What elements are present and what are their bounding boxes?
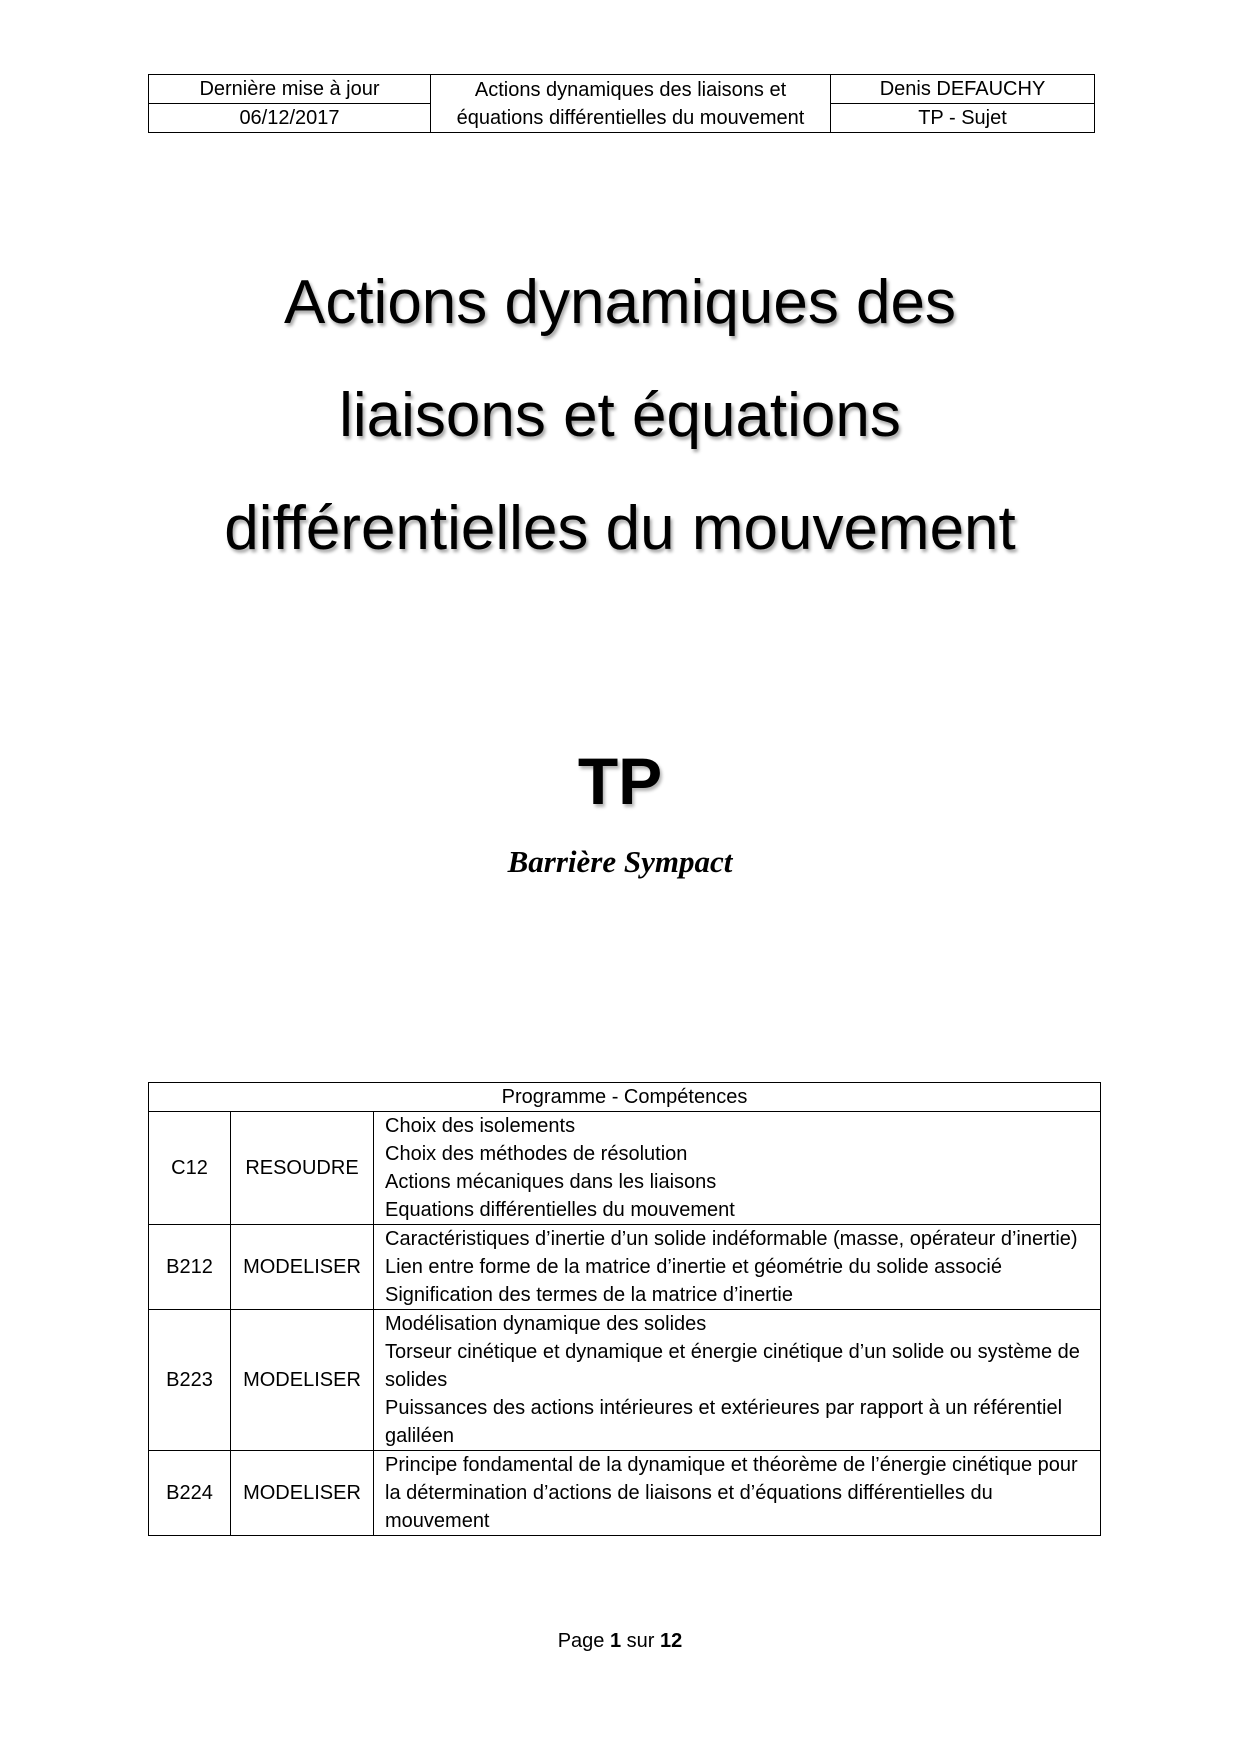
page-word: Page xyxy=(557,1630,605,1652)
main-title-line3: différentielles du mouvement xyxy=(224,494,1016,563)
tp-label: TP xyxy=(577,744,663,818)
header-date: 06/12/2017 xyxy=(149,104,431,133)
main-title-line1: Actions dynamiques des xyxy=(283,268,957,337)
subtitle: Barrière Sympact xyxy=(507,844,733,879)
header-doc-type: TP - Sujet xyxy=(831,104,1095,133)
competence-item: Caractéristiques d’inertie d’un solide indéformable (masse, opérateur d’inertie) xyxy=(385,1228,1078,1250)
competence-items xyxy=(374,1310,1101,1451)
page-number: 1 xyxy=(609,1630,622,1652)
table-row xyxy=(149,1112,1101,1225)
competence-verb: MODELISER xyxy=(231,1451,374,1536)
competence-code: C12 xyxy=(149,1112,231,1225)
of-word: sur xyxy=(626,1630,655,1652)
total-pages: 12 xyxy=(660,1630,683,1652)
competence-item: Actions mécaniques dans les liaisons xyxy=(385,1171,717,1193)
competence-verb: RESOUDRE xyxy=(231,1112,374,1225)
competence-code: B223 xyxy=(149,1310,231,1451)
competence-items xyxy=(374,1225,1101,1310)
competence-verb: MODELISER xyxy=(231,1225,374,1310)
header-table xyxy=(148,74,1095,133)
competences-heading: Programme - Compétences xyxy=(149,1083,1101,1112)
table-row xyxy=(149,1225,1101,1310)
header-subject-line2: équations différentielles du mouvement xyxy=(456,106,805,129)
competence-item: Puissances des actions intérieures et extérieures par rapport à un référentiel galiléen xyxy=(385,1397,1063,1447)
main-title xyxy=(100,246,1140,585)
competences-table xyxy=(148,1082,1101,1536)
competence-items xyxy=(374,1451,1101,1536)
competence-item: Choix des méthodes de résolution xyxy=(385,1143,688,1165)
competence-item: Choix des isolements xyxy=(385,1115,576,1137)
header-author: Denis DEFAUCHY xyxy=(831,75,1095,104)
main-title-line2: liaisons et équations xyxy=(339,381,901,450)
page-footer xyxy=(0,1627,1240,1655)
competence-item: Lien entre forme de la matrice d’inertie et géométrie du solide associé xyxy=(385,1256,1002,1278)
competence-item: Torseur cinétique et dynamique et énergie cinétique d’un solide ou système de solides xyxy=(385,1341,1080,1391)
last-update-label: Dernière mise à jour xyxy=(149,75,431,104)
competence-item: Equations différentielles du mouvement xyxy=(385,1199,735,1221)
competence-items xyxy=(374,1112,1101,1225)
header-subject xyxy=(431,75,831,133)
competence-item: Principe fondamental de la dynamique et théorème de l’énergie cinétique pour la détermination d’actions de liaisons et d’équations différentielles du mouvement xyxy=(385,1454,1078,1532)
header-subject-line1: Actions dynamiques des liaisons et xyxy=(474,78,787,101)
table-row xyxy=(149,1310,1101,1451)
competence-code: B212 xyxy=(149,1225,231,1310)
competence-item: Modélisation dynamique des solides xyxy=(385,1313,707,1335)
table-row xyxy=(149,1451,1101,1536)
competence-code: B224 xyxy=(149,1451,231,1536)
competence-verb: MODELISER xyxy=(231,1310,374,1451)
competence-item: Signification des termes de la matrice d’inertie xyxy=(385,1284,793,1306)
